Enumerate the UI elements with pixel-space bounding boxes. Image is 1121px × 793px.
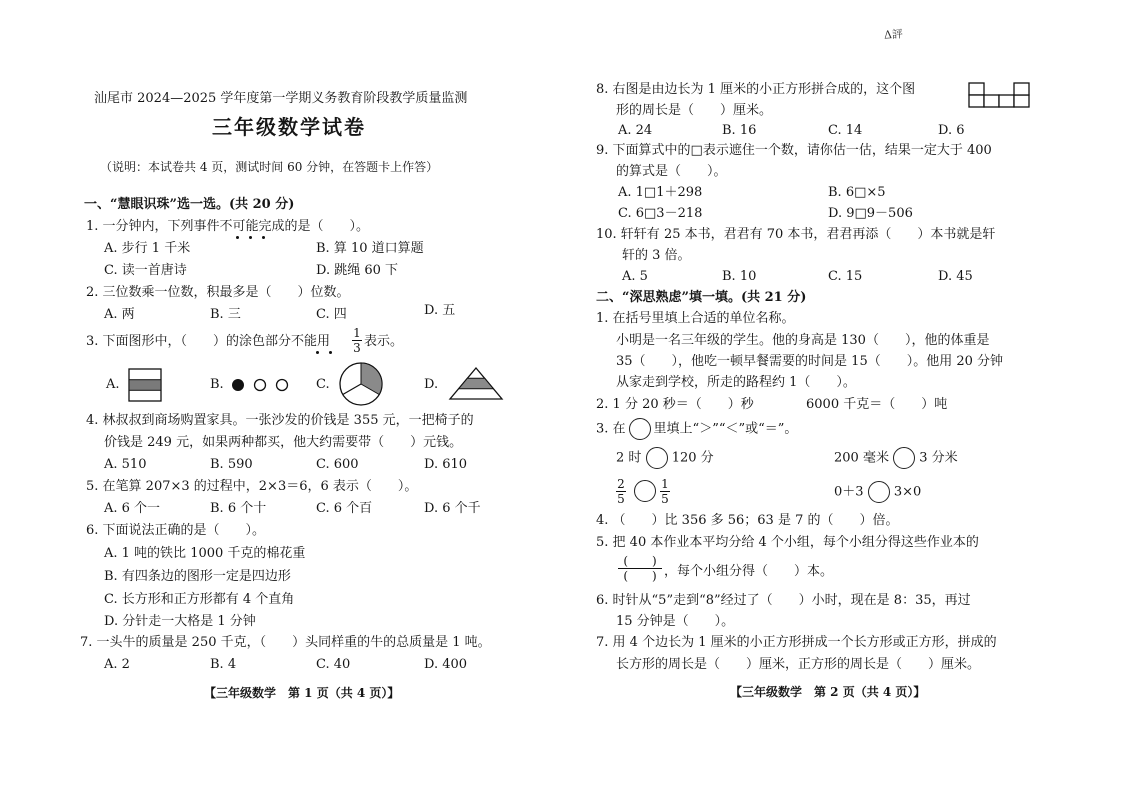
q2-option-b: B. 三 xyxy=(210,307,241,322)
fraction-denominator: 3 xyxy=(353,341,361,355)
fraction-denominator-blank: ( ) xyxy=(623,569,657,583)
q4-option-d: D. 610 xyxy=(424,457,468,472)
emphasis-dot xyxy=(329,351,332,354)
q4-option-b: B. 590 xyxy=(210,457,253,472)
q5-option-d: D. 6 个千 xyxy=(424,501,481,516)
f7-line-1: 7. 用 4 个边长为 1 厘米的小正方形拼成一个长方形或正方形，拼成的 xyxy=(596,635,997,650)
q7-option-a: A. 2 xyxy=(104,657,130,672)
exam-header: 汕尾市 2024—2025 学年度第一学期义务教育阶段教学质量监测 xyxy=(94,91,468,106)
f3-compare-1 xyxy=(616,447,714,470)
compare-right: 120 分 xyxy=(671,450,714,466)
q8-option-c: C. 14 xyxy=(828,123,863,138)
q8-square-figure xyxy=(968,82,1032,108)
compare-circle-icon xyxy=(629,418,651,440)
q10-option-d: D. 45 xyxy=(938,269,973,284)
section-2-heading: 二、“深思熟虑”填一填。(共 21 分) xyxy=(596,290,807,305)
q7-option-b: B. 4 xyxy=(210,657,237,672)
compare-circle-icon[interactable] xyxy=(646,447,668,469)
compare-right: 3 分米 xyxy=(919,450,958,466)
q10-option-c: C. 15 xyxy=(828,269,863,284)
q6-option-b: B. 有四条边的图形一定是四边形 xyxy=(104,569,291,584)
q1-option-d: D. 跳绳 60 下 xyxy=(316,263,399,278)
q7-stem: 7. 一头牛的质量是 250 千克，（ ）头同样重的牛的总质量是 1 吨。 xyxy=(80,635,491,650)
q9-option-c: C. 6□3－218 xyxy=(618,206,703,221)
q4-line-1: 4. 林叔叔到商场购置家具。一张沙发的价钱是 355 元，一把椅子的 xyxy=(86,413,474,428)
q10-line-1: 10. 轩轩有 25 本书，君君有 70 本书，君君再添（ ）本书就是轩 xyxy=(596,227,996,242)
left-page-footer: 【三年级数学 第 1 页（共 4 页）】 xyxy=(204,686,400,700)
f3-stem-start: 3. 在 xyxy=(596,421,626,437)
q3-figure-b xyxy=(230,377,292,393)
compare-circle-icon[interactable] xyxy=(868,481,890,503)
q10-option-a: A. 5 xyxy=(622,269,648,284)
q9-line-1: 9. 下面算式中的□表示遮住一个数，请你估一估，结果一定大于 400 xyxy=(596,143,992,158)
q2-option-c: C. 四 xyxy=(316,307,347,322)
right-page-footer: 【三年级数学 第 2 页（共 4 页）】 xyxy=(730,685,926,699)
f2-part-a: 2. 1 分 20 秒＝（ ）秒 xyxy=(596,397,754,412)
fraction-numerator: 1 xyxy=(661,477,669,491)
compare-circle-icon[interactable] xyxy=(634,480,656,502)
q3-stem: 3. 下面图形中，（ ）的涂色部分不能用 xyxy=(86,334,331,349)
q2-option-d: D. 五 xyxy=(424,303,456,318)
f3-compare-4 xyxy=(834,481,921,504)
q5-option-a: A. 6 个一 xyxy=(104,501,161,516)
compare-left: 2 时 xyxy=(616,450,642,466)
q4-line-2: 价钱是 249 元，如果两种都买，他大约需要带（ ）元钱。 xyxy=(104,435,463,450)
q3-option-d: D. xyxy=(424,377,439,392)
f3-stem-end: 里填上“＞”“＜”或“＝”。 xyxy=(653,421,798,437)
compare-left: 0＋3 xyxy=(834,484,864,500)
q3-figure-a xyxy=(128,368,162,402)
q3-stem-end: 表示。 xyxy=(364,334,404,349)
q9-option-d: D. 9□9－506 xyxy=(828,206,913,221)
q7-option-d: D. 400 xyxy=(424,657,468,672)
q8-option-b: B. 16 xyxy=(722,123,757,138)
q2-option-a: A. 两 xyxy=(104,307,135,322)
q3-option-c: C. xyxy=(316,377,330,392)
f1-line-3: 从家走到学校，所走的路程约 1（ ）。 xyxy=(616,375,856,390)
q1-stem: 1. 一分钟内，下列事件不可能完成的是（ ）。 xyxy=(86,219,370,234)
f7-line-2: 长方形的周长是（ ）厘米，正方形的周长是（ ）厘米。 xyxy=(616,657,981,672)
q1-option-a: A. 步行 1 千米 xyxy=(104,241,191,256)
q6-option-d: D. 分针走一大格是 1 分钟 xyxy=(104,614,256,629)
page-title: 三年级数学试卷 xyxy=(212,115,366,139)
emphasis-dot xyxy=(316,351,319,354)
fraction-denominator: 5 xyxy=(661,492,669,506)
f3-stem xyxy=(596,418,797,441)
emphasis-dot xyxy=(262,236,265,239)
fraction-numerator: 1 xyxy=(353,326,361,340)
q6-option-a: A. 1 吨的铁比 1000 千克的棉花重 xyxy=(104,546,306,561)
f2-part-b: 6000 千克＝（ ）吨 xyxy=(806,397,948,412)
emphasis-dot xyxy=(249,236,252,239)
f5-line-2: ，每个小组分得（ ）本。 xyxy=(664,564,834,579)
fraction-denominator: 5 xyxy=(617,492,625,506)
q8-line-2: 形的周长是（ ）厘米。 xyxy=(616,103,773,118)
q3-option-b: B. xyxy=(210,377,224,392)
q9-option-b: B. 6□×5 xyxy=(828,185,886,200)
exam-note: （说明：本试卷共 4 页，测试时间 60 分钟，在答题卡上作答） xyxy=(100,160,439,174)
f5-line-1: 5. 把 40 本作业本平均分给 4 个小组，每个小组分得这些作业本的 xyxy=(596,535,979,550)
q5-option-c: C. 6 个百 xyxy=(316,501,373,516)
q8-option-a: A. 24 xyxy=(618,123,653,138)
q4-option-c: C. 600 xyxy=(316,457,359,472)
section-1-heading: 一、“慧眼识珠”选一选。(共 20 分) xyxy=(84,197,295,212)
compare-right: 3×0 xyxy=(893,484,922,500)
q3-figure-c xyxy=(338,361,384,407)
q8-option-d: D. 6 xyxy=(938,123,965,138)
q2-stem: 2. 三位数乘一位数，积最多是（ ）位数。 xyxy=(86,285,350,300)
compare-right-fraction xyxy=(660,478,670,505)
f1-stem: 1. 在括号里填上合适的单位名称。 xyxy=(596,311,795,326)
q4-option-a: A. 510 xyxy=(104,457,147,472)
q9-line-2: 的算式是（ ）。 xyxy=(616,164,727,179)
handwritten-scribble: Δ評 xyxy=(883,27,904,42)
emphasis-dot xyxy=(236,236,239,239)
f1-line-1: 小明是一名三年级的学生。他的身高是 130（ ），他的体重是 xyxy=(616,333,990,348)
q10-option-b: B. 10 xyxy=(722,269,757,284)
compare-circle-icon[interactable] xyxy=(893,447,915,469)
q9-option-a: A. 1□1＋298 xyxy=(618,185,703,200)
q7-option-c: C. 40 xyxy=(316,657,351,672)
f5-fraction-blank[interactable] xyxy=(618,555,662,582)
f1-line-2: 35（ ），他吃一顿早餐需要的时间是 15（ ）。他用 20 分钟 xyxy=(616,354,1004,369)
compare-left-fraction xyxy=(616,478,626,505)
q5-stem: 5. 在笔算 207×3 的过程中，2×3＝6，6 表示（ ）。 xyxy=(86,479,418,494)
q5-option-b: B. 6 个十 xyxy=(210,501,267,516)
q6-stem: 6. 下面说法正确的是（ ）。 xyxy=(86,523,266,538)
q1-option-c: C. 读一首唐诗 xyxy=(104,263,187,278)
f6-line-2: 15 分钟是（ ）。 xyxy=(616,614,735,629)
q8-line-1: 8. 右图是由边长为 1 厘米的小正方形拼合成的，这个图 xyxy=(596,82,916,97)
fraction-numerator-blank: ( ) xyxy=(623,554,657,568)
compare-left: 200 毫米 xyxy=(834,450,889,466)
fraction-numerator: 2 xyxy=(617,477,625,491)
q10-line-2: 轩的 3 倍。 xyxy=(622,248,691,263)
f6-line-1: 6. 时针从“5”走到“8”经过了（ ）小时，现在是 8：35，再过 xyxy=(596,593,971,608)
q3-option-a: A. xyxy=(106,377,120,392)
q6-option-c: C. 长方形和正方形都有 4 个直角 xyxy=(104,592,295,607)
f4-stem: 4. （ ）比 356 多 56；63 是 7 的（ ）倍。 xyxy=(596,513,899,528)
q3-fraction xyxy=(352,327,362,354)
q3-figure-d xyxy=(448,366,504,402)
q1-option-b: B. 算 10 道口算题 xyxy=(316,241,424,256)
f3-compare-2 xyxy=(834,447,958,470)
